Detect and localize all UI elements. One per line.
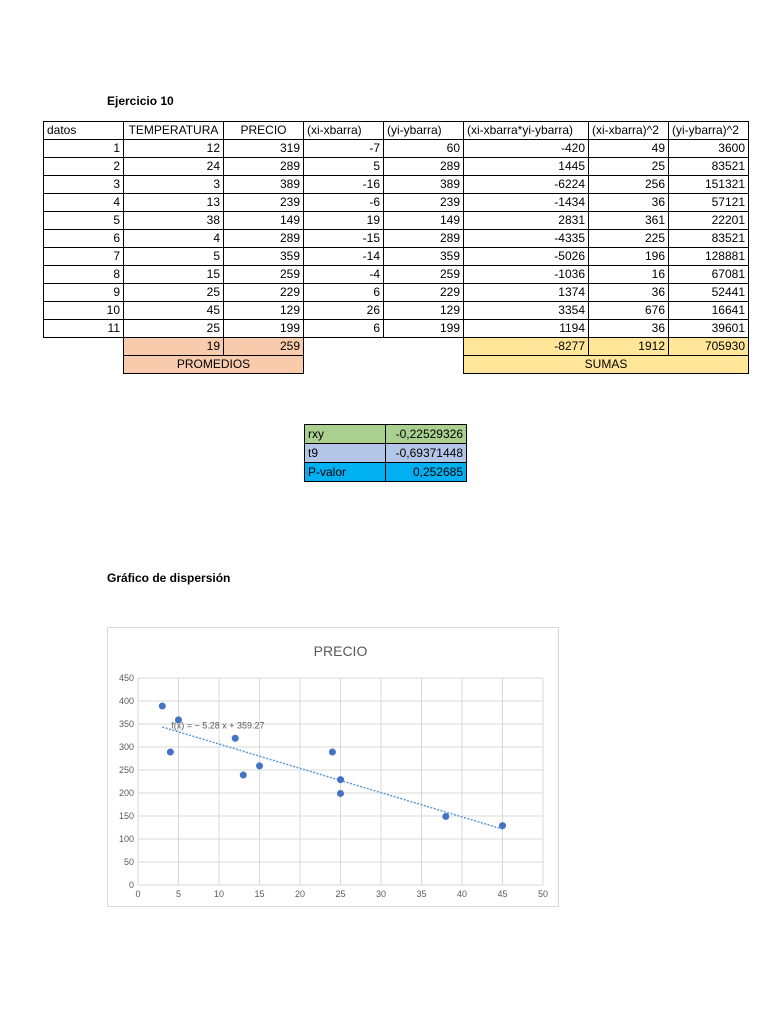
data-table bbox=[43, 121, 749, 374]
y-tick-label: 200 bbox=[118, 788, 134, 798]
table-cell: 149 bbox=[384, 212, 464, 230]
data-point bbox=[329, 749, 336, 756]
table-cell: 229 bbox=[224, 284, 304, 302]
table-cell: 6 bbox=[304, 284, 384, 302]
suma-producto: -8277 bbox=[464, 338, 589, 356]
table-row bbox=[44, 194, 749, 212]
table-cell: 67081 bbox=[669, 266, 749, 284]
stat-label: rxy bbox=[305, 425, 386, 444]
table-cell: 25 bbox=[124, 284, 224, 302]
table-row bbox=[44, 230, 749, 248]
y-tick-label: 150 bbox=[118, 811, 134, 821]
data-point bbox=[337, 776, 344, 783]
table-cell: 129 bbox=[384, 302, 464, 320]
table-cell: -1434 bbox=[464, 194, 589, 212]
promedio-temperatura: 19 bbox=[124, 338, 224, 356]
table-cell: 128881 bbox=[669, 248, 749, 266]
table-cell: 289 bbox=[224, 230, 304, 248]
stat-row bbox=[305, 463, 467, 482]
x-tick-label: 25 bbox=[335, 889, 346, 899]
table-header-row bbox=[44, 122, 749, 140]
table-cell: 129 bbox=[224, 302, 304, 320]
table-cell: 5 bbox=[124, 248, 224, 266]
table-cell: 1194 bbox=[464, 320, 589, 338]
table-cell: 676 bbox=[589, 302, 669, 320]
table-cell: 9 bbox=[44, 284, 124, 302]
table-cell: -6224 bbox=[464, 176, 589, 194]
column-header: (yi-ybarra)^2 bbox=[669, 122, 749, 140]
stat-row bbox=[305, 444, 467, 463]
promedios-label: PROMEDIOS bbox=[124, 356, 304, 374]
blank-cell bbox=[44, 356, 124, 374]
table-cell: 52441 bbox=[669, 284, 749, 302]
x-tick-label: 30 bbox=[375, 889, 387, 899]
table-cell: 3 bbox=[124, 176, 224, 194]
table-cell: 389 bbox=[384, 176, 464, 194]
promedio-precio: 259 bbox=[224, 338, 304, 356]
stat-label: t9 bbox=[305, 444, 386, 463]
y-tick-label: 350 bbox=[118, 719, 134, 729]
table-cell: 26 bbox=[304, 302, 384, 320]
table-cell: 57121 bbox=[669, 194, 749, 212]
table-cell: 149 bbox=[224, 212, 304, 230]
table-row bbox=[44, 140, 749, 158]
table-cell: 24 bbox=[124, 158, 224, 176]
table-cell: 4 bbox=[44, 194, 124, 212]
table-cell: 83521 bbox=[669, 230, 749, 248]
column-header: (xi-xbarra)^2 bbox=[589, 122, 669, 140]
table-cell: 1445 bbox=[464, 158, 589, 176]
column-header: (xi-xbarra) bbox=[304, 122, 384, 140]
blank-cell bbox=[304, 338, 384, 356]
exercise-title: Ejercicio 10 bbox=[107, 94, 174, 108]
table-cell: 359 bbox=[224, 248, 304, 266]
y-tick-label: 100 bbox=[118, 834, 134, 844]
table-cell: 3600 bbox=[669, 140, 749, 158]
table-cell: 22201 bbox=[669, 212, 749, 230]
x-tick-label: 40 bbox=[456, 889, 468, 899]
table-cell: 239 bbox=[384, 194, 464, 212]
table-row bbox=[44, 248, 749, 266]
table-cell: 389 bbox=[224, 176, 304, 194]
data-point bbox=[499, 822, 506, 829]
table-cell: 256 bbox=[589, 176, 669, 194]
table-row bbox=[44, 212, 749, 230]
table-cell: 10 bbox=[44, 302, 124, 320]
table-cell: -14 bbox=[304, 248, 384, 266]
table-cell: -15 bbox=[304, 230, 384, 248]
table-cell: 3354 bbox=[464, 302, 589, 320]
data-point bbox=[256, 762, 263, 769]
table-cell: 36 bbox=[589, 194, 669, 212]
x-tick-label: 0 bbox=[135, 889, 141, 899]
table-cell: 60 bbox=[384, 140, 464, 158]
table-cell: 229 bbox=[384, 284, 464, 302]
column-header: TEMPERATURA bbox=[124, 122, 224, 140]
x-tick-label: 35 bbox=[416, 889, 427, 899]
table-cell: 2831 bbox=[464, 212, 589, 230]
table-row bbox=[44, 284, 749, 302]
x-tick-label: 5 bbox=[175, 889, 182, 899]
table-cell: 36 bbox=[589, 284, 669, 302]
table-row bbox=[44, 302, 749, 320]
table-cell: -4 bbox=[304, 266, 384, 284]
table-cell: 319 bbox=[224, 140, 304, 158]
blank-cell bbox=[44, 338, 124, 356]
x-tick-label: 20 bbox=[294, 889, 306, 899]
table-cell: 39601 bbox=[669, 320, 749, 338]
table-cell: -6 bbox=[304, 194, 384, 212]
data-point bbox=[167, 749, 174, 756]
table-cell: 2 bbox=[44, 158, 124, 176]
table-cell: 289 bbox=[224, 158, 304, 176]
table-cell: 5 bbox=[304, 158, 384, 176]
stat-value: -0,22529326 bbox=[386, 425, 467, 444]
table-cell: -7 bbox=[304, 140, 384, 158]
table-cell: -5026 bbox=[464, 248, 589, 266]
blank-cell bbox=[384, 356, 464, 374]
column-header: PRECIO bbox=[224, 122, 304, 140]
table-cell: 196 bbox=[589, 248, 669, 266]
table-cell: 15 bbox=[124, 266, 224, 284]
table-cell: 7 bbox=[44, 248, 124, 266]
table-cell: 49 bbox=[589, 140, 669, 158]
stat-label: P-valor bbox=[305, 463, 386, 482]
table-cell: 25 bbox=[589, 158, 669, 176]
scatter-chart bbox=[107, 627, 559, 907]
table-cell: 16 bbox=[589, 266, 669, 284]
chart-svg bbox=[108, 628, 558, 906]
x-tick-label: 15 bbox=[254, 889, 265, 899]
x-tick-label: 50 bbox=[537, 889, 549, 899]
table-cell: 3 bbox=[44, 176, 124, 194]
table-cell: 11 bbox=[44, 320, 124, 338]
table-row bbox=[44, 320, 749, 338]
stat-row bbox=[305, 425, 467, 444]
table-cell: 38 bbox=[124, 212, 224, 230]
blank-cell bbox=[384, 338, 464, 356]
data-point bbox=[240, 772, 247, 779]
table-cell: 6 bbox=[304, 320, 384, 338]
table-cell: 239 bbox=[224, 194, 304, 212]
table-cell: 12 bbox=[124, 140, 224, 158]
y-tick-label: 50 bbox=[123, 857, 134, 867]
data-point bbox=[442, 813, 449, 820]
table-cell: 8 bbox=[44, 266, 124, 284]
y-tick-label: 400 bbox=[118, 696, 134, 706]
table-cell: -4335 bbox=[464, 230, 589, 248]
y-tick-label: 0 bbox=[128, 880, 134, 890]
table-row bbox=[44, 158, 749, 176]
table-cell: 1 bbox=[44, 140, 124, 158]
table-cell: 289 bbox=[384, 230, 464, 248]
table-cell: 225 bbox=[589, 230, 669, 248]
chart-title: PRECIO bbox=[313, 643, 368, 659]
stats-table bbox=[304, 424, 467, 482]
stat-value: 0,252685 bbox=[386, 463, 467, 482]
table-cell: 359 bbox=[384, 248, 464, 266]
table-cell: 36 bbox=[589, 320, 669, 338]
table-cell: 4 bbox=[124, 230, 224, 248]
column-header: (xi-xbarra*yi-ybarra) bbox=[464, 122, 589, 140]
table-cell: 13 bbox=[124, 194, 224, 212]
table-cell: 259 bbox=[384, 266, 464, 284]
column-header: datos bbox=[44, 122, 124, 140]
stat-value: -0,69371448 bbox=[386, 444, 467, 463]
y-tick-label: 450 bbox=[118, 673, 134, 683]
sumas-label: SUMAS bbox=[464, 356, 749, 374]
summary-values-row bbox=[44, 338, 749, 356]
column-header: (yi-ybarra) bbox=[384, 122, 464, 140]
trendline-equation: f(x) = − 5.28 x + 359.27 bbox=[171, 720, 265, 731]
table-cell: 6 bbox=[44, 230, 124, 248]
table-cell: 199 bbox=[224, 320, 304, 338]
table-row bbox=[44, 266, 749, 284]
table-cell: 19 bbox=[304, 212, 384, 230]
table-cell: 45 bbox=[124, 302, 224, 320]
blank-cell bbox=[304, 356, 384, 374]
x-tick-label: 10 bbox=[213, 889, 225, 899]
data-point bbox=[159, 703, 166, 710]
table-cell: 259 bbox=[224, 266, 304, 284]
table-cell: 1374 bbox=[464, 284, 589, 302]
summary-labels-row bbox=[44, 356, 749, 374]
x-tick-label: 45 bbox=[497, 889, 508, 899]
table-cell: -16 bbox=[304, 176, 384, 194]
chart-heading: Gráfico de dispersión bbox=[107, 571, 231, 585]
suma-y2: 705930 bbox=[669, 338, 749, 356]
trendline bbox=[162, 727, 502, 829]
y-tick-label: 300 bbox=[118, 742, 134, 752]
table-row bbox=[44, 176, 749, 194]
table-cell: 361 bbox=[589, 212, 669, 230]
table-cell: -1036 bbox=[464, 266, 589, 284]
table-cell: 289 bbox=[384, 158, 464, 176]
table-cell: 16641 bbox=[669, 302, 749, 320]
suma-x2: 1912 bbox=[589, 338, 669, 356]
table-cell: 199 bbox=[384, 320, 464, 338]
data-point bbox=[232, 735, 239, 742]
table-cell: 25 bbox=[124, 320, 224, 338]
y-tick-label: 250 bbox=[118, 765, 134, 775]
table-cell: 83521 bbox=[669, 158, 749, 176]
table-cell: 151321 bbox=[669, 176, 749, 194]
table-cell: 5 bbox=[44, 212, 124, 230]
data-point bbox=[337, 790, 344, 797]
table-cell: -420 bbox=[464, 140, 589, 158]
